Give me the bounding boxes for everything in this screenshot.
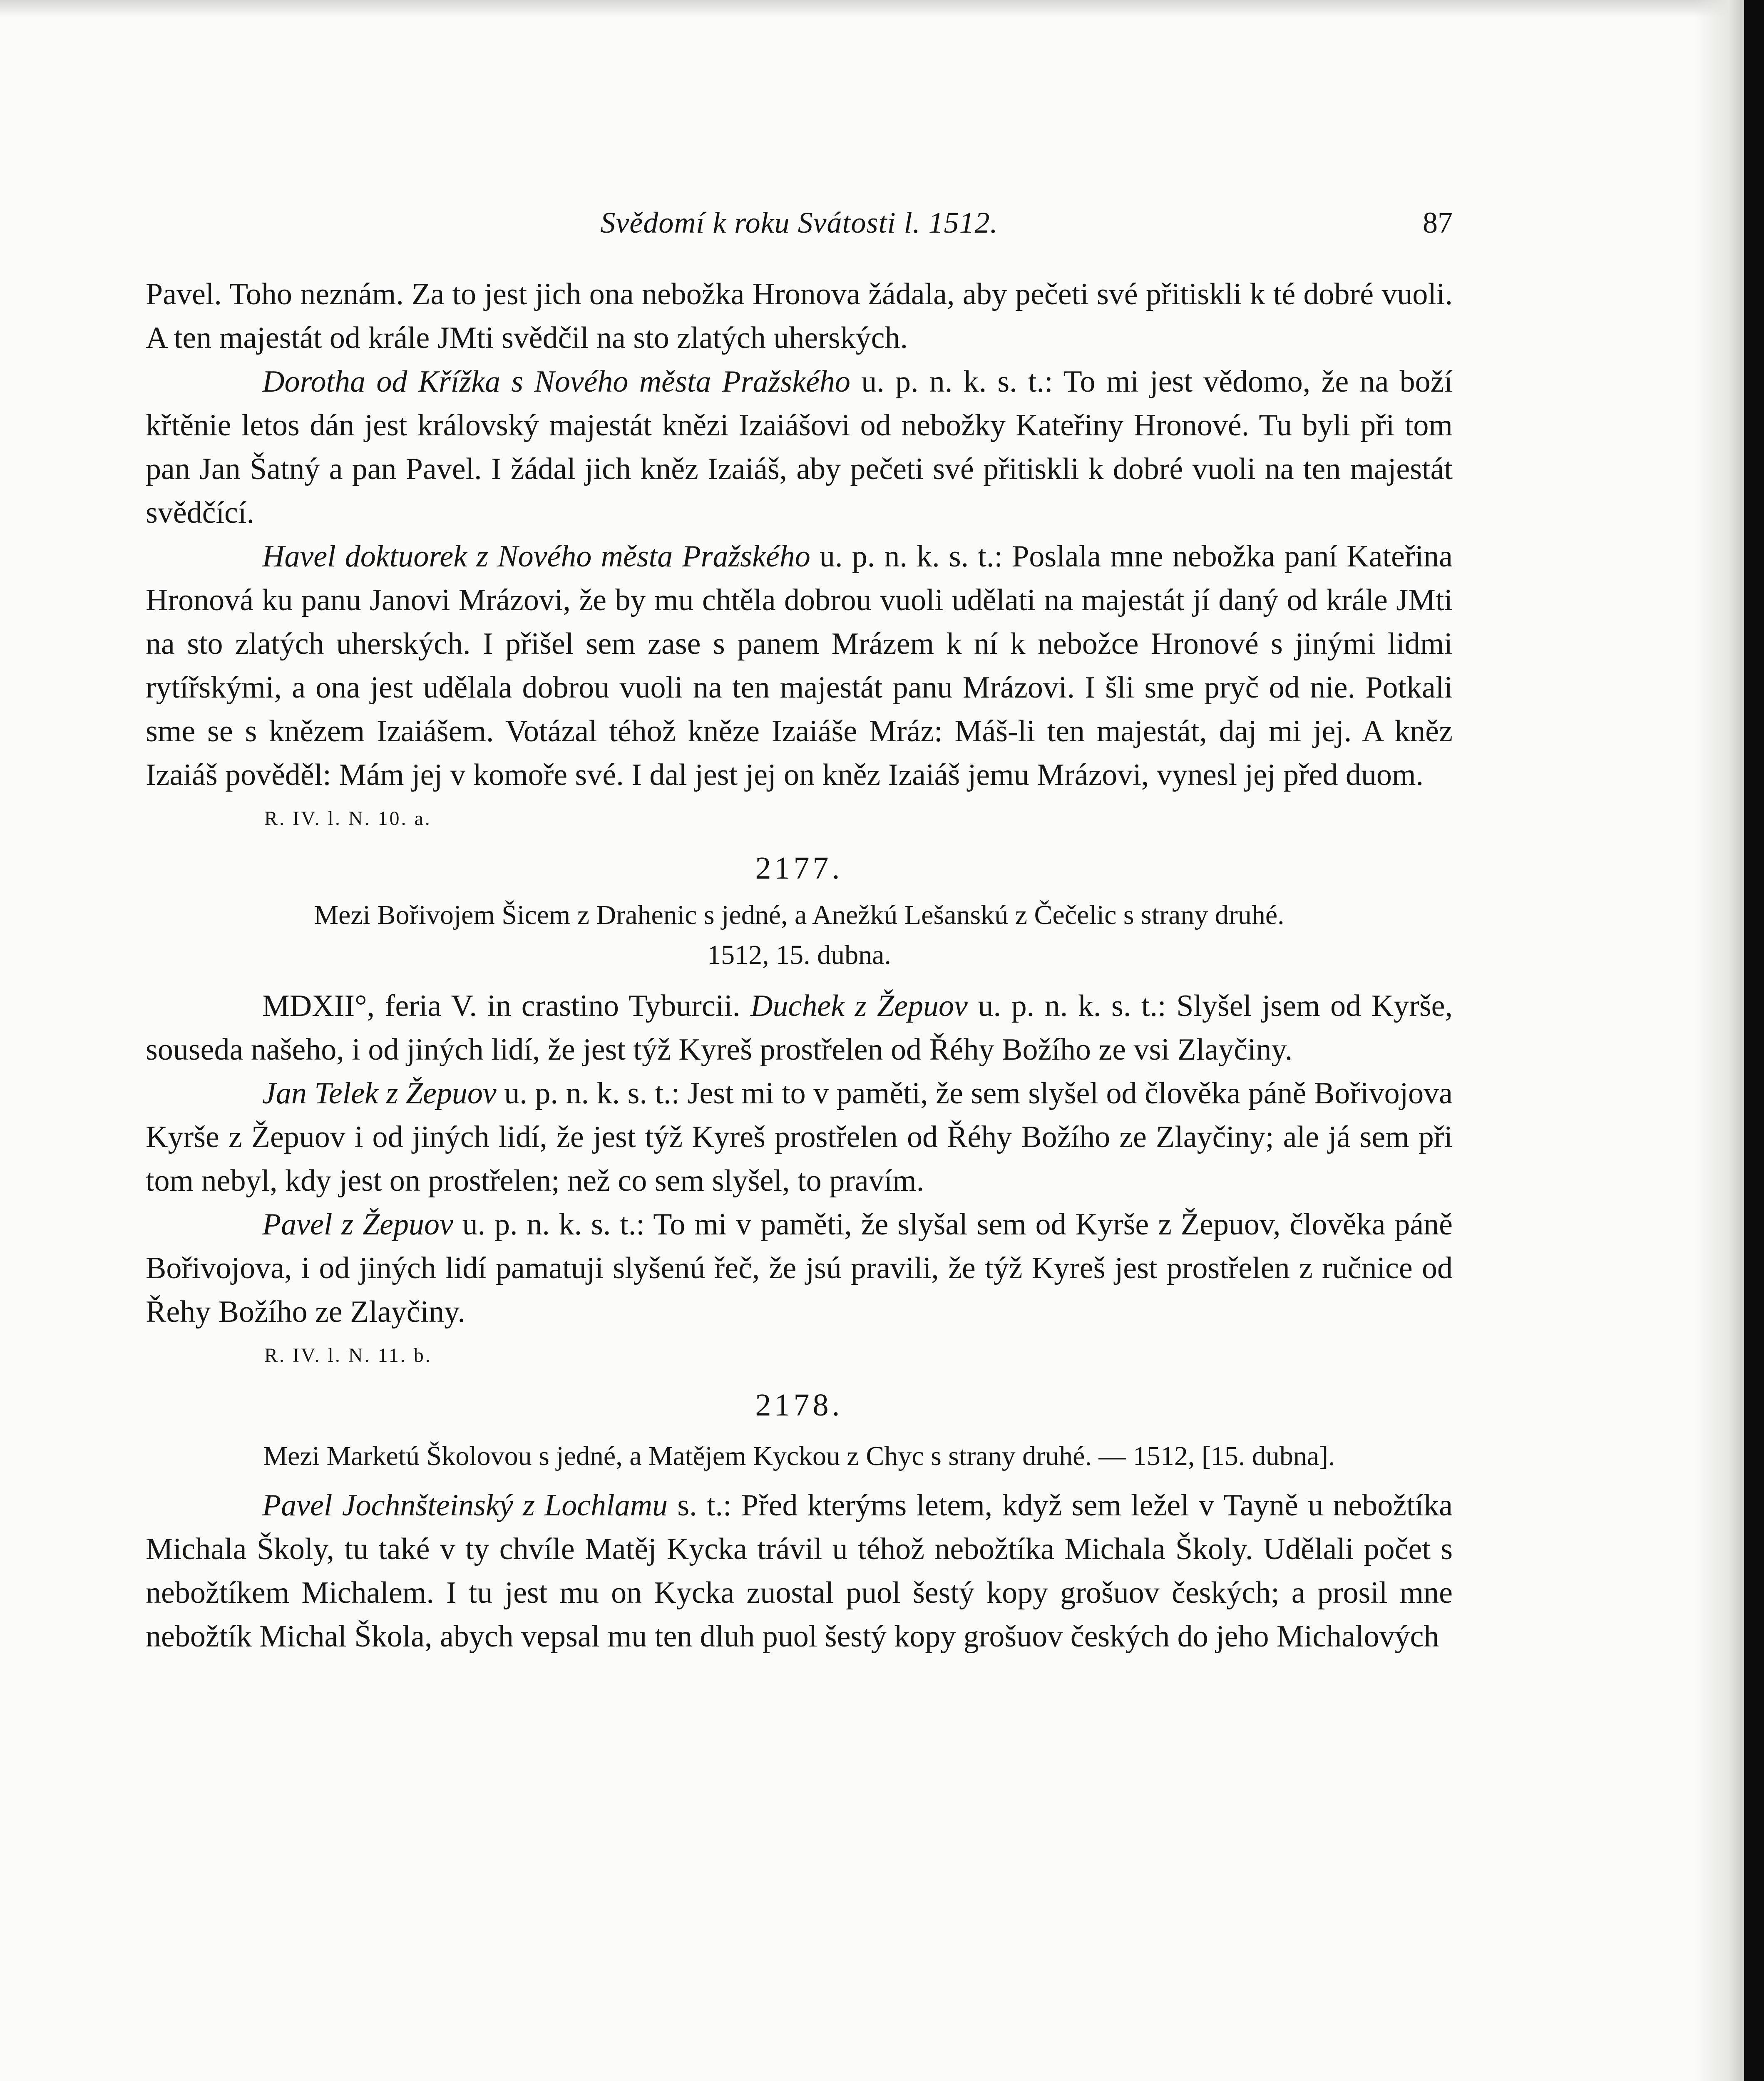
witness-name: Pavel z Žepuov [262, 1207, 453, 1242]
witness-name: Pavel Jochnšteinský z Lochlamu [262, 1488, 668, 1522]
page-edge-shadow [1694, 0, 1744, 2081]
paragraph-duchek [146, 984, 1453, 1072]
date-lead: MDXII°, feria V. in crastino Tyburcii. [262, 989, 751, 1023]
paragraph-text: u. p. n. k. s. t.: To mi jest vědomo, že na boží křtěnie letos dán jest královský majestát knězi Izaiášovi od nebožky Kateřiny Hronové. Tu byli při tom pan Jan Šatný a pan Pavel. I žádal jich kněz Izaiáš, aby pečeti své přitiskli k dobré vuoli na ten majestát svědčící. [146, 365, 1453, 530]
paragraph-text: u. p. n. k. s. t.: Jest mi to v paměti, že sem slyšel od člověka páně Bořivojova Kyrše z Žepuov i od jiných lidí, že jest týž Kyreš prostřelen od Řéhy Božího ze Zlayčiny; ale já sem při tom nebyl, kdy jest on prostřelen; než co sem slyšel, to pravím. [146, 1076, 1453, 1198]
paragraph-text: s. t.: Před kterýms letem, když sem ležel v Tayně u nebožtíka Michala Školy, tu také v ty chvíle Matěj Kycka trávil u téhož nebožtíka Michala Školy. Udělali počet s nebožtíkem Michalem. I tu jest mu on Kycka zuostal puol šestý kopy grošuov českých; a prosil mne nebožtík Michal Škola, abych vepsal mu ten dluh puol šestý kopy grošuov českých do jeho Michalových [146, 1488, 1453, 1654]
document-number-2177: 2177. [755, 851, 843, 886]
witness-name: Havel doktuorek z Nového města Pražského [262, 539, 810, 574]
page-content [146, 196, 1453, 1659]
paragraph-jan-telek [146, 1072, 1453, 1203]
paragraph-text: u. p. n. k. s. t.: Slyšel jsem od Kyrše, souseda našeho, i od jiných lidí, že jest týž Kyreš prostřelen od Řéhy Božího ze vsi Zlayčiny. [146, 989, 1453, 1067]
paragraph-pavel-continuation [146, 273, 1453, 360]
archive-reference: R. IV. l. N. 10. a. [264, 807, 432, 829]
witness-name: Jan Telek z Žepuov [262, 1076, 497, 1110]
paragraph-text: u. p. n. k. s. t.: Poslala mne nebožka paní Kateřina Hronová ku panu Janovi Mrázovi, že by mu chtěla dobrou vuoli udělati na majestát jí daný od krále JMti na sto zlatých uherských. I přišel sem zase s panem Mrázem k ní k nebožce Hronové s jinými lidmi rytířskými, a ona jest udělala dobrou vuoli na ten majestát panu Mrázovi. I šli sme pryč od nie. Potkali sme se s knězem Izaiášem. Votázal téhož kněze Izaiáše Mráz: Máš-li ten majestát, daj mi jej. A kněz Izaiáš pověděl: Mám jej v komoře své. I dal jest jej on kněz Izaiáš jemu Mrázovi, vynesl jej před duom. [146, 539, 1453, 792]
document-number-2178: 2178. [755, 1388, 843, 1423]
paragraph-dorotha [146, 360, 1453, 535]
paragraph-text: u. p. n. k. s. t.: To mi v paměti, že slyšal sem od Kyrše z Žepuov, člověka páně Bořivojova, i od jiných lidí pamatuji slyšenú řeč, že jsú pravili, že týž Kyreš jest prostřelen z ručnice od Řehy Božího ze Zlayčiny. [146, 1207, 1453, 1329]
page-number: 87 [1423, 206, 1453, 239]
paragraph-pavel-zepuov [146, 1203, 1453, 1334]
witness-name: Dorotha od Křížka s Nového města Pražského [262, 365, 850, 399]
paragraph-pavel-jochnsteinsky [146, 1484, 1453, 1659]
document-date-2177: 1512, 15. dubna. [707, 940, 891, 970]
running-title: Svědomí k roku Svátosti l. 1512. [600, 206, 998, 239]
paragraph-text: Pavel. Toho neznám. Za to jest jich ona nebožka Hronova žádala, aby pečeti své přitiskli k té dobré vuoli. A ten majestát od krále JMti svědčil na sto zlatých uherských. [146, 277, 1453, 355]
paragraph-havel [146, 535, 1453, 797]
page-header [146, 196, 1453, 250]
document-summary-2178: Mezi Marketú Školovou s jedné, a Matějem Kyckou z Chyc s strany druhé. — 1512, [15. dubna]. [263, 1441, 1335, 1471]
witness-name: Duchek z Žepuov [750, 989, 968, 1023]
document-summary-2177: Mezi Bořivojem Šicem z Drahenic s jedné, a Anežkú Lešanskú z Čečelic s strany druhé. [314, 900, 1284, 930]
archive-reference: R. IV. l. N. 11. b. [264, 1344, 432, 1366]
